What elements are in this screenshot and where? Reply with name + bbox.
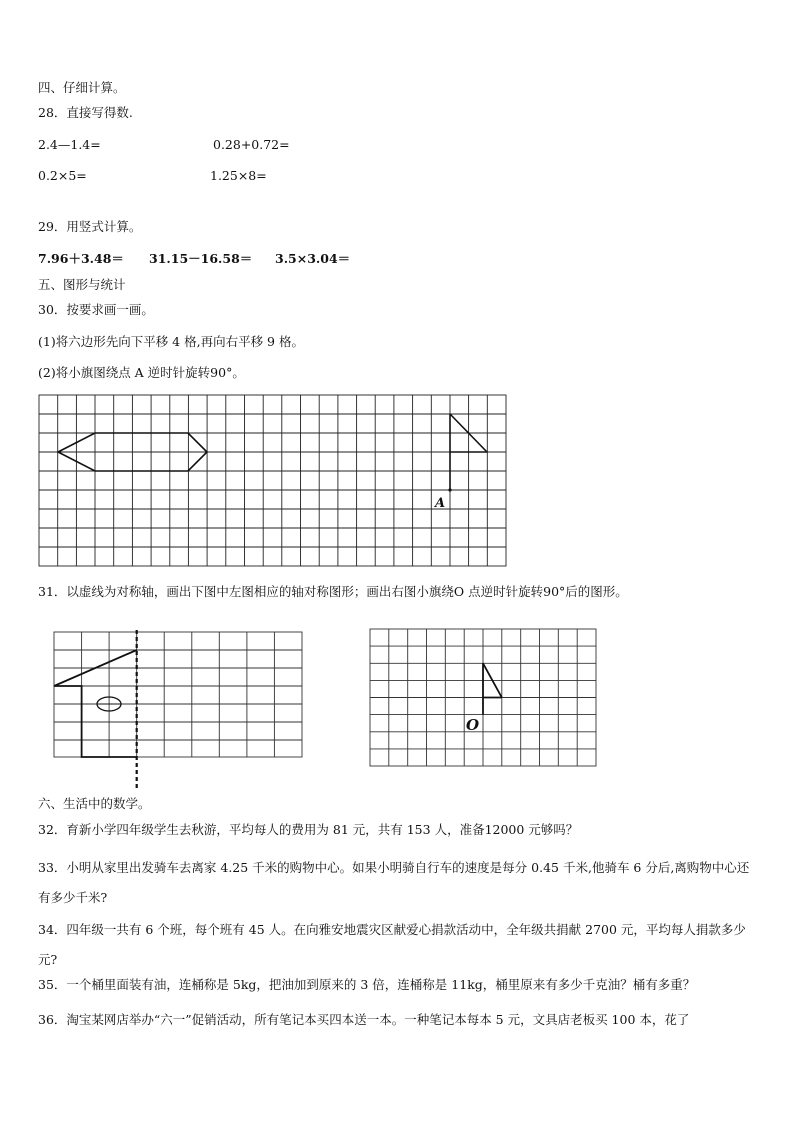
point-a-marker	[448, 488, 451, 491]
q31-right-grid-figure	[368, 627, 600, 772]
question-32: 32．育新小学四年级学生去秋游，平均每人的费用为 81 元，共有 153 人，准备12000 元够吗？	[38, 822, 579, 837]
q28-item-2: 0.28+0.72=	[213, 137, 290, 152]
q29-item-2: 31.15－16.58＝	[149, 251, 253, 266]
section-6-heading: 六、生活中的数学。	[38, 796, 151, 811]
q30-grid-figure	[38, 394, 508, 569]
question-35: 35．一个桶里面装有油，连桶称是 5kg，把油加到原来的 3 倍，连桶称是 11kg，桶里原来有多少千克油？桶有多重？	[38, 977, 696, 992]
q29-item-3: 3.5×3.04＝	[275, 251, 351, 266]
q28-item-1: 2.4—1.4=	[38, 137, 101, 152]
question-36: 36．淘宝某网店举办“六一”促销活动，所有笔记本买四本送一本。一种笔记本每本 5 元，文具店老板买 100 本，花了	[38, 1012, 690, 1027]
question-30-part-2: (2)将小旗图绕点 A 逆时针旋转90°。	[38, 365, 245, 380]
question-29-label: 29．用竖式计算。	[38, 219, 142, 234]
section-4-heading: 四、仔细计算。	[38, 80, 126, 95]
point-a-label: A	[435, 496, 446, 511]
question-28-label: 28．直接写得数.	[38, 105, 133, 120]
q30-grid-lines	[39, 395, 506, 566]
question-30-part-1: (1)将六边形先向下平移 4 格,再向右平移 9 格。	[38, 334, 304, 349]
q31-left-grid-lines	[54, 632, 302, 757]
question-33: 33．小明从家里出发骑车去离家 4.25 千米的购物中心。如果小明骑自行车的速度是每分 0.45 千米,他骑车 6 分后,离购物中心还有多少千米?	[38, 860, 750, 905]
left-half-figure	[54, 650, 137, 757]
question-34: 34．四年级一共有 6 个班，每个班有 45 人。在向雅安地震灾区献爱心捐款活动中，全年级共捐献 2700 元，平均每人捐款多少元?	[38, 922, 746, 967]
small-flag-shape-right	[483, 663, 502, 714]
q28-item-3: 0.2×5=	[38, 168, 87, 183]
point-o-label: O	[466, 716, 480, 734]
q31-left-grid-figure	[52, 630, 304, 790]
question-30-label: 30．按要求画一画。	[38, 302, 154, 317]
question-31-label: 31．以虚线为对称轴，画出下图中左图相应的轴对称图形；画出右图小旗绕O 点逆时针旋转90°后的图形。	[38, 584, 628, 599]
q28-item-4: 1.25×8=	[210, 168, 267, 183]
q29-item-1: 7.96＋3.48＝	[38, 251, 124, 266]
section-5-heading: 五、图形与统计	[38, 277, 126, 292]
